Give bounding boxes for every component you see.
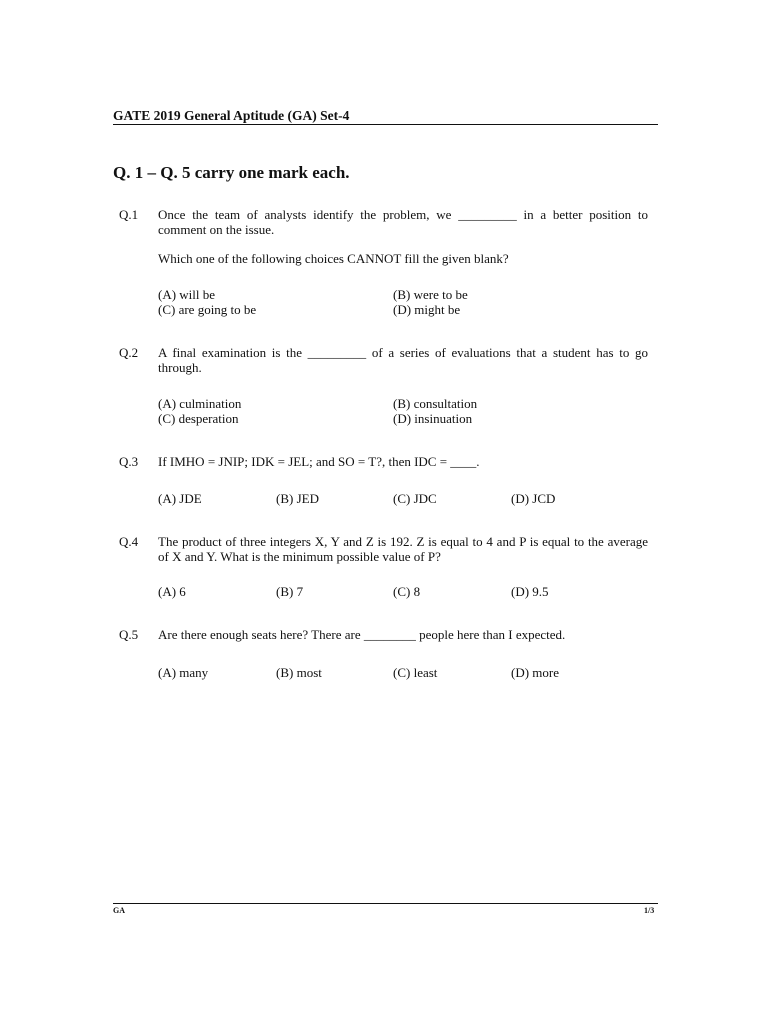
question-2-text: A final examination is the _________ of a series of evaluations that a student has to go through. — [158, 345, 648, 375]
footer-left-label: GA — [113, 906, 125, 915]
header-rule — [113, 124, 658, 125]
question-3-number: Q.3 — [119, 454, 139, 469]
section-title: Q. 1 – Q. 5 carry one mark each. — [113, 163, 350, 182]
question-1-option-d: (D) might be — [393, 302, 461, 317]
question-5-option-d: (D) more — [511, 665, 560, 680]
question-5-number: Q.5 — [119, 627, 139, 642]
question-2-number: Q.2 — [119, 345, 139, 360]
question-5-option-b: (B) most — [276, 665, 322, 680]
question-4-number: Q.4 — [119, 534, 139, 549]
question-3-text: If IMHO = JNIP; IDK = JEL; and SO = T?, then IDC = ____. — [158, 454, 480, 469]
question-3-option-c: (C) JDC — [393, 491, 437, 506]
footer-page-number: 1/3 — [644, 906, 655, 915]
question-5-option-c: (C) least — [393, 665, 438, 680]
question-5-text: Are there enough seats here? There are ________ people here than I expected. — [158, 627, 566, 642]
question-1-prompt: Which one of the following choices CANNOT fill the given blank? — [158, 251, 509, 266]
question-2-option-a: (A) culmination — [158, 396, 242, 411]
question-4-option-d: (D) 9.5 — [511, 584, 549, 599]
question-1-number: Q.1 — [119, 207, 139, 222]
question-4-option-b: (B) 7 — [276, 584, 304, 599]
question-2-option-d: (D) insinuation — [393, 411, 473, 426]
question-1-text: Once the team of analysts identify the problem, we _________ in a better position to comment on the issue. — [158, 207, 648, 237]
question-5-option-a: (A) many — [158, 665, 209, 680]
question-3-option-d: (D) JCD — [511, 491, 556, 506]
question-2-option-b: (B) consultation — [393, 396, 478, 411]
question-2-option-c: (C) desperation — [158, 411, 239, 426]
footer-rule — [113, 903, 658, 904]
question-4-option-c: (C) 8 — [393, 584, 421, 599]
question-4-text: The product of three integers X, Y and Z is 192. Z is equal to 4 and P is equal to the average of X and Y. What is the minimum possible value of P? — [158, 534, 648, 564]
question-4-option-a: (A) 6 — [158, 584, 186, 599]
document-header-title: GATE 2019 General Aptitude (GA) Set-4 — [113, 108, 350, 123]
question-3-option-b: (B) JED — [276, 491, 319, 506]
question-1-option-a: (A) will be — [158, 287, 216, 302]
question-3-option-a: (A) JDE — [158, 491, 202, 506]
question-1-option-c: (C) are going to be — [158, 302, 257, 317]
question-1-option-b: (B) were to be — [393, 287, 468, 302]
